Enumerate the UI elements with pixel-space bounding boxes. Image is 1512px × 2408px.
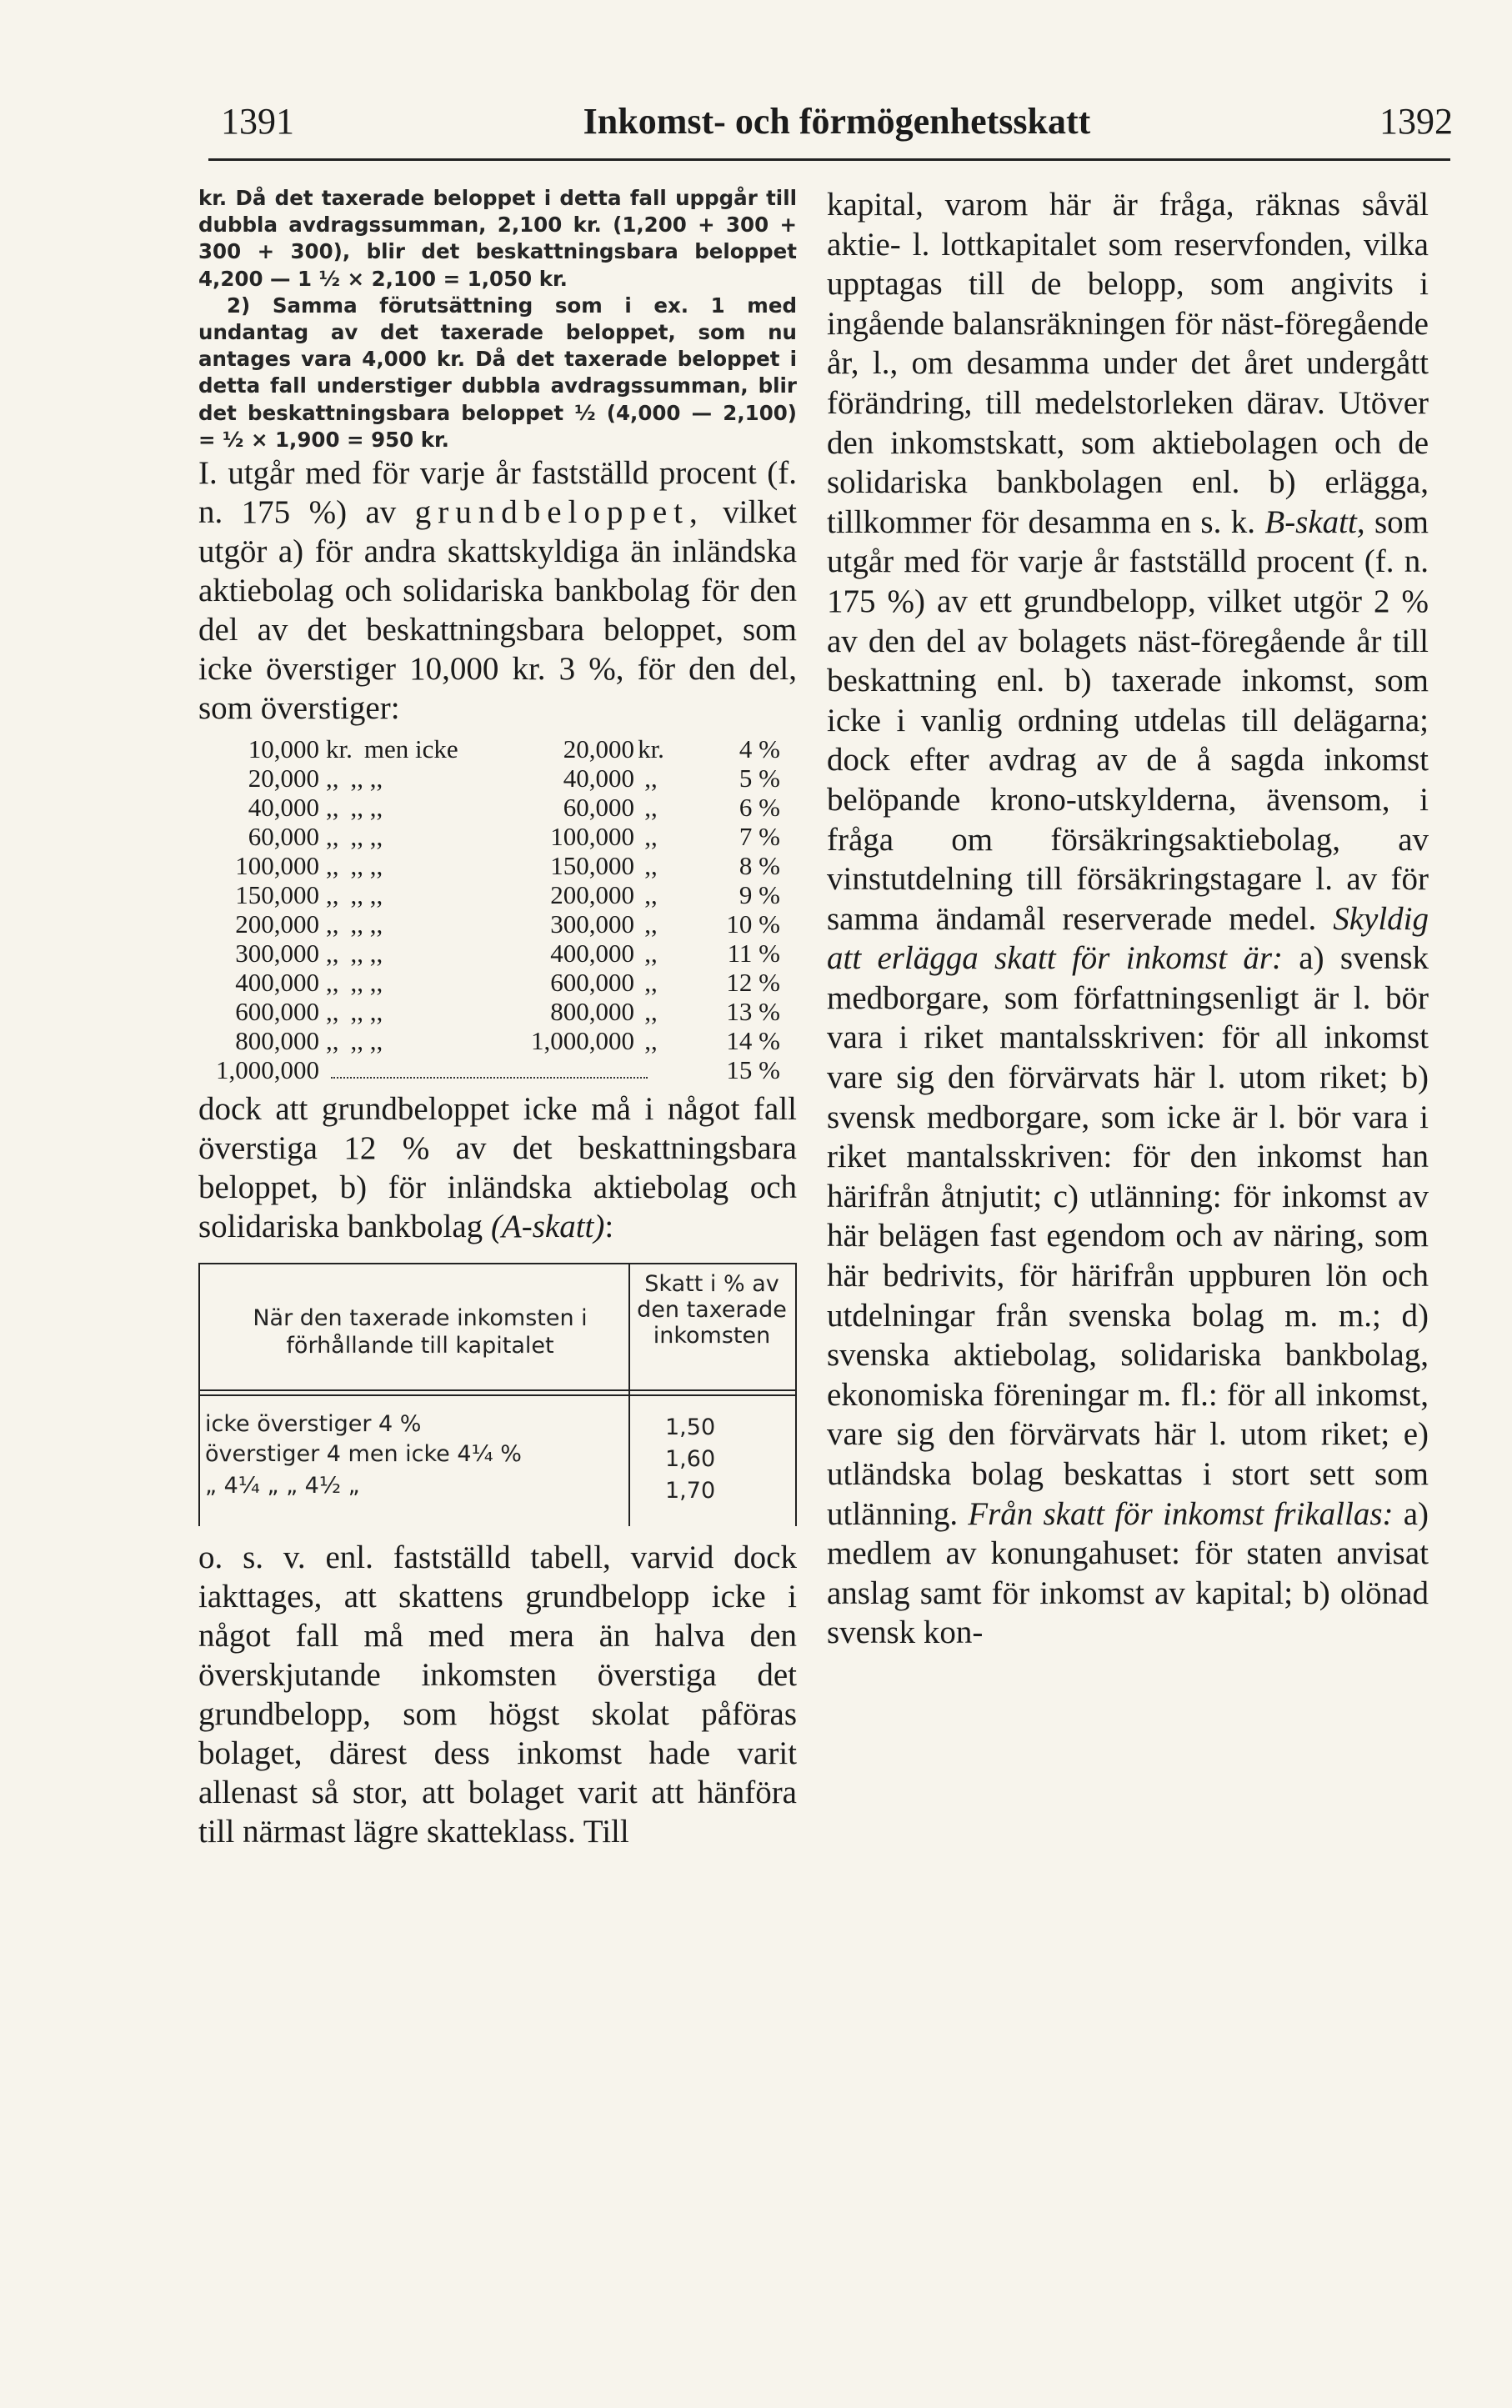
rate-percent: 10 % bbox=[726, 909, 780, 939]
paragraph-text: I. utgår med för varje år fastställd procent (f. n. 175 %) av bbox=[198, 455, 797, 531]
rate-unit: kr. bbox=[326, 734, 353, 764]
rate-condition: ,, ,, bbox=[350, 880, 383, 910]
rate-unit: ,, bbox=[326, 939, 339, 969]
rate-phrase bbox=[326, 763, 476, 793]
rate-to: 1,000,000 bbox=[531, 1026, 634, 1056]
paragraph-kapital bbox=[827, 185, 1429, 1653]
header-rule bbox=[208, 158, 1450, 161]
italic-term: B-skatt, bbox=[1264, 503, 1365, 540]
rate-percent: 15 % bbox=[726, 1055, 780, 1085]
rate-unit: ,, bbox=[326, 851, 339, 881]
rate-from: 150,000 bbox=[235, 880, 319, 910]
rate-unit: ,, bbox=[326, 822, 339, 852]
rate-from: 20,000 bbox=[248, 763, 319, 793]
rate-phrase bbox=[326, 880, 476, 909]
rate-to-unit: ,, bbox=[644, 997, 658, 1027]
rate-row bbox=[198, 793, 797, 822]
paragraph-grundbelopp bbox=[198, 453, 797, 728]
paragraph-text: a) svensk medborgare, som författningsenligt är l. bör vara i riket mantalsskriven: för all inkomst vare sig den förvärvats här l. utom riket; b) svensk medborgare, som icke är l. bör vara i riket mantalsskriven: för den inkomst han härifrån åtnjutit; c) utlänning: för inkomst av här belägen fast egendom och av näring, som här bedrivits, för härifrån uppburen lön och utdelningar från svenska bolag m. m.; d) svenska aktiebolag, solidariska bankbolag, ekonomiska föreningar m. fl.: för all inkomst, vare sig den förvärvats här l. utom riket; e) utländska bolag beskattas i stort sett som utlänning. bbox=[827, 940, 1429, 1532]
rate-from: 100,000 bbox=[235, 851, 319, 881]
rate-to: 60,000 bbox=[563, 793, 634, 823]
running-title: Inkomst- och förmögenhetsskatt bbox=[583, 101, 1091, 142]
rate-from: 200,000 bbox=[235, 909, 319, 939]
rate-phrase bbox=[326, 968, 476, 997]
rate-row bbox=[198, 939, 797, 968]
rate-percent: 5 % bbox=[738, 763, 780, 793]
rate-condition: ,, ,, bbox=[350, 793, 383, 823]
ratio-table bbox=[198, 1263, 797, 1526]
italic-term: (A-skatt) bbox=[490, 1209, 605, 1245]
rate-from: 800,000 bbox=[235, 1026, 319, 1056]
rate-to-unit: ,, bbox=[644, 822, 658, 852]
page-number-left: 1391 bbox=[221, 101, 294, 142]
ratio-row-label: icke överstiger 4 % bbox=[205, 1411, 422, 1438]
rate-percent: 9 % bbox=[738, 880, 780, 910]
rate-to: 150,000 bbox=[550, 851, 634, 881]
paragraph-text: som utgår med för varje år fastställd procent (f. n. 175 %) av ett grundbelopp, vilket utgör 2 % av den del av bolagets näst-föregående år till beskattning enl. b) taxerade inkomst, som icke i vanlig ordning utdelas till delägarna; dock efter avdrag av de å sagda inkomst belöpande krono-utskylderna, ävensom, i fråga om försäkringsaktiebolag, av vinstutdelning till försäkringstagare l. av för samma ändamål reserverade medel. bbox=[827, 503, 1429, 937]
footnote-example-1: kr. Då det taxerade beloppet i detta fall uppgår till dubbla avdragssumman, 2,100 kr. (1,200 + 300 + 300 + 300), blir det beskattningsbara beloppet 4,200 — 1 ½ × 2,100 = 1,050 kr. bbox=[198, 186, 797, 291]
rate-row bbox=[198, 763, 797, 793]
rate-row bbox=[198, 1026, 797, 1055]
rate-percent: 4 % bbox=[738, 734, 780, 764]
ratio-row-value: 1,60 bbox=[665, 1446, 716, 1473]
rate-from: 40,000 bbox=[248, 793, 319, 823]
ratio-row-label: „ 4¼ „ „ 4½ „ bbox=[205, 1473, 360, 1499]
spaced-term: grundbeloppet, bbox=[414, 494, 704, 531]
rate-percent: 6 % bbox=[738, 793, 780, 823]
rate-to: 400,000 bbox=[550, 939, 634, 969]
rate-to: 300,000 bbox=[550, 909, 634, 939]
leader-dots bbox=[326, 1055, 668, 1084]
rate-to-unit: ,, bbox=[644, 909, 658, 939]
rate-phrase bbox=[326, 1026, 476, 1055]
rate-condition: ,, ,, bbox=[350, 822, 383, 852]
left-column bbox=[198, 185, 797, 1851]
rate-from: 300,000 bbox=[235, 939, 319, 969]
page-number-right: 1392 bbox=[1379, 101, 1453, 142]
rate-phrase bbox=[326, 734, 476, 763]
rate-from: 10,000 bbox=[248, 734, 319, 764]
rate-to: 200,000 bbox=[550, 880, 634, 910]
page-header bbox=[221, 93, 1453, 150]
rate-to-unit: ,, bbox=[644, 968, 658, 998]
rate-unit: ,, bbox=[326, 763, 339, 793]
rate-condition: men icke bbox=[363, 734, 458, 764]
rate-to-unit: ,, bbox=[644, 880, 658, 910]
rate-to-unit: ,, bbox=[644, 851, 658, 881]
ratio-header-tax: Skatt i % av den taxerade inkomsten bbox=[637, 1271, 787, 1349]
rate-to: 40,000 bbox=[563, 763, 634, 793]
rate-to-unit: ,, bbox=[644, 793, 658, 823]
rate-row bbox=[198, 822, 797, 851]
paragraph-text: kapital, varom här är fråga, räknas såväl aktie- l. lottkapitalet som reservfonden, vilka upptagas till de belopp, som angivits i ingående balansräkningen för näst-föregående år, l., om desamma under det året undergått förändring, till medelstorleken därav. Utöver den inkomstskatt, som aktiebolagen och de solidariska bankbolagen enl. b) erlägga, tillkommer för desamma en s. k. bbox=[827, 187, 1429, 540]
rate-row-last bbox=[198, 1055, 797, 1084]
rate-unit: ,, bbox=[326, 1026, 339, 1056]
rate-from: 600,000 bbox=[235, 997, 319, 1027]
rate-to-unit: ,, bbox=[644, 1026, 658, 1056]
rate-phrase bbox=[326, 909, 476, 939]
rate-to: 20,000 bbox=[563, 734, 634, 764]
rate-to: 800,000 bbox=[550, 997, 634, 1027]
rate-condition: ,, ,, bbox=[350, 968, 383, 998]
italic-heading: Skyldig att erlägga skatt för inkomst är: bbox=[827, 900, 1429, 977]
rate-row bbox=[198, 997, 797, 1026]
rate-phrase bbox=[326, 939, 476, 968]
rate-unit: ,, bbox=[326, 968, 339, 998]
italic-heading: Från skatt för inkomst frikallas: bbox=[968, 1495, 1394, 1532]
rate-condition: ,, ,, bbox=[350, 997, 383, 1027]
rate-unit: ,, bbox=[326, 880, 339, 910]
rate-phrase bbox=[326, 793, 476, 822]
right-column bbox=[827, 185, 1429, 1653]
rate-percent: 7 % bbox=[738, 822, 780, 852]
rate-from: 1,000,000 bbox=[216, 1055, 319, 1085]
rate-from: 60,000 bbox=[248, 822, 319, 852]
rate-unit: ,, bbox=[326, 793, 339, 823]
paragraph-text: dock att grundbeloppet icke må i något fall överstiga 12 % av det beskattningsbara beloppet, b) för inländska aktiebolag och solidariska bankbolag bbox=[198, 1091, 797, 1245]
rate-phrase bbox=[326, 997, 476, 1026]
rate-percent: 11 % bbox=[727, 939, 780, 969]
rate-percent: 12 % bbox=[726, 968, 780, 998]
ratio-row-value: 1,70 bbox=[665, 1478, 716, 1504]
rate-condition: ,, ,, bbox=[350, 851, 383, 881]
rate-row bbox=[198, 880, 797, 909]
rate-percent: 8 % bbox=[738, 851, 780, 881]
rate-to-unit: ,, bbox=[644, 763, 658, 793]
rate-percent: 14 % bbox=[726, 1026, 780, 1056]
ratio-header-income: När den taxerade inkomsten i förhållande till kapitalet bbox=[253, 1305, 588, 1359]
rate-to-unit: kr. bbox=[638, 734, 664, 764]
tax-rate-table bbox=[198, 734, 797, 1084]
rate-to: 600,000 bbox=[550, 968, 634, 998]
rate-unit: ,, bbox=[326, 997, 339, 1027]
rate-condition: ,, ,, bbox=[350, 763, 383, 793]
rate-phrase bbox=[326, 822, 476, 851]
paragraph-text: a) medlem av konungahuset: för staten anvisat anslag samt för inkomst av kapital; b) olönad svensk kon- bbox=[827, 1495, 1429, 1651]
rate-condition: ,, ,, bbox=[350, 939, 383, 969]
ratio-row-value: 1,50 bbox=[665, 1414, 716, 1441]
rate-row bbox=[198, 734, 797, 763]
rate-unit: ,, bbox=[326, 909, 339, 939]
rate-condition: ,, ,, bbox=[350, 1026, 383, 1056]
rate-from: 400,000 bbox=[235, 968, 319, 998]
rate-row bbox=[198, 968, 797, 997]
footnote-example-2: 2) Samma förutsättning som i ex. 1 med undantag av det taxerade beloppet, som nu antages vara 4,000 kr. Då det taxerade beloppet i detta fall understiger dubbla avdragssumman, blir det beskattningsbara beloppet ½ (4,000 — 2,100) = ½ × 1,900 = 950 kr. bbox=[198, 293, 797, 452]
rate-row bbox=[198, 909, 797, 939]
rate-to-unit: ,, bbox=[644, 939, 658, 969]
rate-percent: 13 % bbox=[726, 997, 780, 1027]
rate-row bbox=[198, 851, 797, 880]
paragraph-text: vilket utgör a) för andra skattskyldiga än inländska aktiebolag och solidariska bankbolag för den del av det beskattningsbara beloppet, som icke överstiger 10,000 kr. 3 %, för den del, som överstiger: bbox=[198, 494, 797, 727]
rate-condition: ,, ,, bbox=[350, 909, 383, 939]
paragraph-tabell: o. s. v. enl. fastställd tabell, varvid dock iakttages, att skattens grundbelopp icke i något fall må med mera än halva den överskjutande inkomsten överstiga det grundbelopp, som högst skolat påföras bolaget, därest dess inkomst hade varit allenast så stor, att bolaget varit att hänföra till närmast lägre skatteklass. Till bbox=[198, 1539, 797, 1850]
rate-to: 100,000 bbox=[550, 822, 634, 852]
punctuation: : bbox=[604, 1209, 614, 1245]
rate-phrase bbox=[326, 851, 476, 880]
paragraph-a-skatt bbox=[198, 1089, 797, 1246]
ratio-row-label: överstiger 4 men icke 4¼ % bbox=[205, 1441, 522, 1468]
